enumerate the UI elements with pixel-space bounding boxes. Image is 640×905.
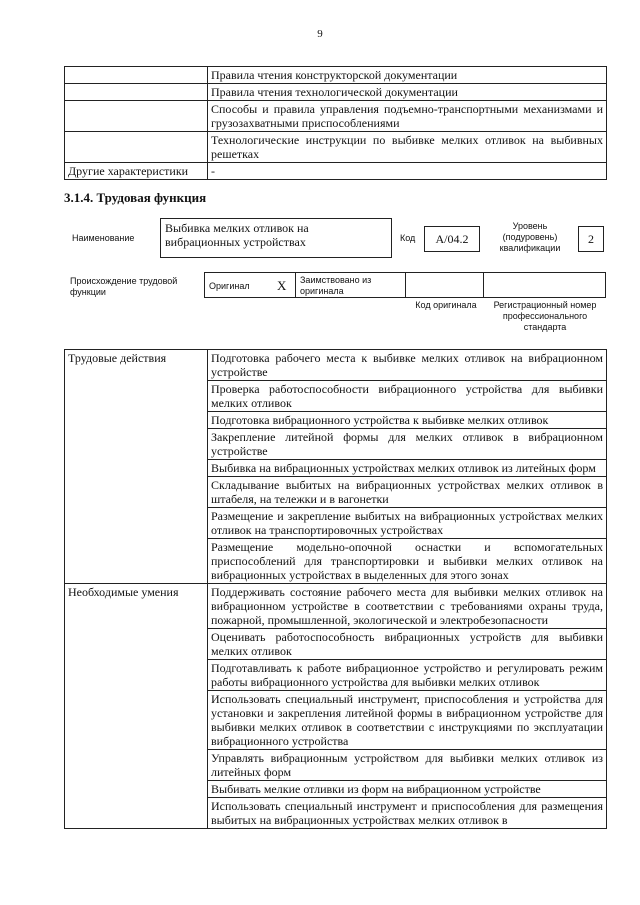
labor-action-item: Размещение и закрепление выбитых на вибрационных устройствах мелких отливок на транспортировочных устройствах bbox=[208, 508, 607, 539]
divider bbox=[483, 273, 484, 297]
skills-label: Необходимые умения bbox=[65, 584, 208, 829]
function-name-box bbox=[160, 218, 392, 258]
code-box bbox=[424, 226, 480, 252]
skill-item: Оценивать работоспособность вибрационных устройств для выбивки мелких отливок bbox=[208, 629, 607, 660]
row-label bbox=[65, 84, 208, 101]
skill-item: Поддерживать состояние рабочего места для выбивки мелких отливок на вибрационном устройстве в соответствии с требованиями охраны труда, пожарной, промышленной, экологической и электробезопасности bbox=[208, 584, 607, 629]
labor-action-item: Подготовка вибрационного устройства к выбивке мелких отливок bbox=[208, 412, 607, 429]
skill-item: Использовать специальный инструмент, приспособления и устройства для установки и закрепления литейной формы в вибрационном устройстве для выбивки мелких отливок в соответствии с инструкциями по эксплуатации вибрационного устройства bbox=[208, 691, 607, 750]
table-row bbox=[65, 101, 607, 132]
row-label bbox=[65, 132, 208, 163]
original-label: Оригинал bbox=[209, 281, 250, 291]
borrowed-label: Заимствовано из оригинала bbox=[300, 275, 372, 296]
table-row bbox=[65, 163, 607, 180]
table-row bbox=[65, 67, 607, 84]
section-title: 3.1.4. Трудовая функция bbox=[64, 190, 207, 205]
labor-action-item: Складывание выбитых на вибрационных устройствах мелких отливок в штабеля, на тележки и в вагонетки bbox=[208, 477, 607, 508]
row-value: Технологические инструкции по выбивке мелких отливок на выбивных решетках bbox=[208, 132, 607, 163]
row-value: Правила чтения конструкторской документации bbox=[208, 67, 607, 84]
labor-action-item: Проверка работоспособности вибрационного устройства для выбивки мелких отливок bbox=[208, 381, 607, 412]
level-value: 2 bbox=[588, 232, 594, 246]
row-value: Способы и правила управления подъемно-транспортными механизмами и грузозахватными приспособлениями bbox=[208, 101, 607, 132]
knowledge-table bbox=[64, 66, 607, 180]
table-row bbox=[65, 84, 607, 101]
divider bbox=[295, 273, 296, 297]
labor-function-table bbox=[64, 349, 607, 829]
row-label: Другие характеристики bbox=[65, 163, 208, 180]
name-label: Наименование bbox=[72, 233, 135, 243]
skill-item: Управлять вибрационным устройством для выбивки мелких отливок из литейных форм bbox=[208, 750, 607, 781]
row-label bbox=[65, 67, 208, 84]
origin-label: Происхождение трудовой функции bbox=[70, 276, 178, 297]
code-original-caption: Код оригинала bbox=[415, 300, 477, 310]
labor-action-item: Подготовка рабочего места к выбивке мелких отливок на вибрационном устройстве bbox=[208, 350, 607, 381]
function-name: Выбивка мелких отливок на вибрационных устройствах bbox=[165, 221, 309, 249]
labor-action-item: Закрепление литейной формы для мелких отливок в вибрационном устройстве bbox=[208, 429, 607, 460]
row-value: Правила чтения технологической документации bbox=[208, 84, 607, 101]
row-label bbox=[65, 101, 208, 132]
skill-item: Подготавливать к работе вибрационное устройство и регулировать режим работы вибрационного устройства для выбивки мелких отливок bbox=[208, 660, 607, 691]
labor-actions-label: Трудовые действия bbox=[65, 350, 208, 584]
table-row bbox=[65, 132, 607, 163]
origin-row bbox=[204, 272, 606, 298]
page-number: 9 bbox=[317, 28, 323, 40]
skill-item: Использовать специальный инструмент и приспособления для размещения выбитых на вибрационных устройствах мелких отливок в bbox=[208, 798, 607, 829]
row-value: - bbox=[208, 163, 607, 180]
skill-item: Выбивать мелкие отливки из форм на вибрационном устройстве bbox=[208, 781, 607, 798]
labor-action-item: Размещение модельно-опочной оснастки и вспомогательных приспособлений для транспортировки и выбивки мелких отливок на вибрационных устройствах в выделенных для этого зонах bbox=[208, 539, 607, 584]
level-box bbox=[578, 226, 604, 252]
table-row bbox=[65, 584, 607, 629]
table-row bbox=[65, 350, 607, 381]
code-label: Код bbox=[400, 233, 416, 243]
reg-number-caption: Регистрационный номер профессионального стандарта bbox=[493, 300, 597, 332]
level-label: Уровень (подуровень) квалификации bbox=[499, 221, 561, 253]
code-value: А/04.2 bbox=[435, 232, 469, 246]
original-mark: X bbox=[277, 278, 287, 293]
labor-action-item: Выбивка на вибрационных устройствах мелких отливок из литейных форм bbox=[208, 460, 607, 477]
divider bbox=[405, 273, 406, 297]
